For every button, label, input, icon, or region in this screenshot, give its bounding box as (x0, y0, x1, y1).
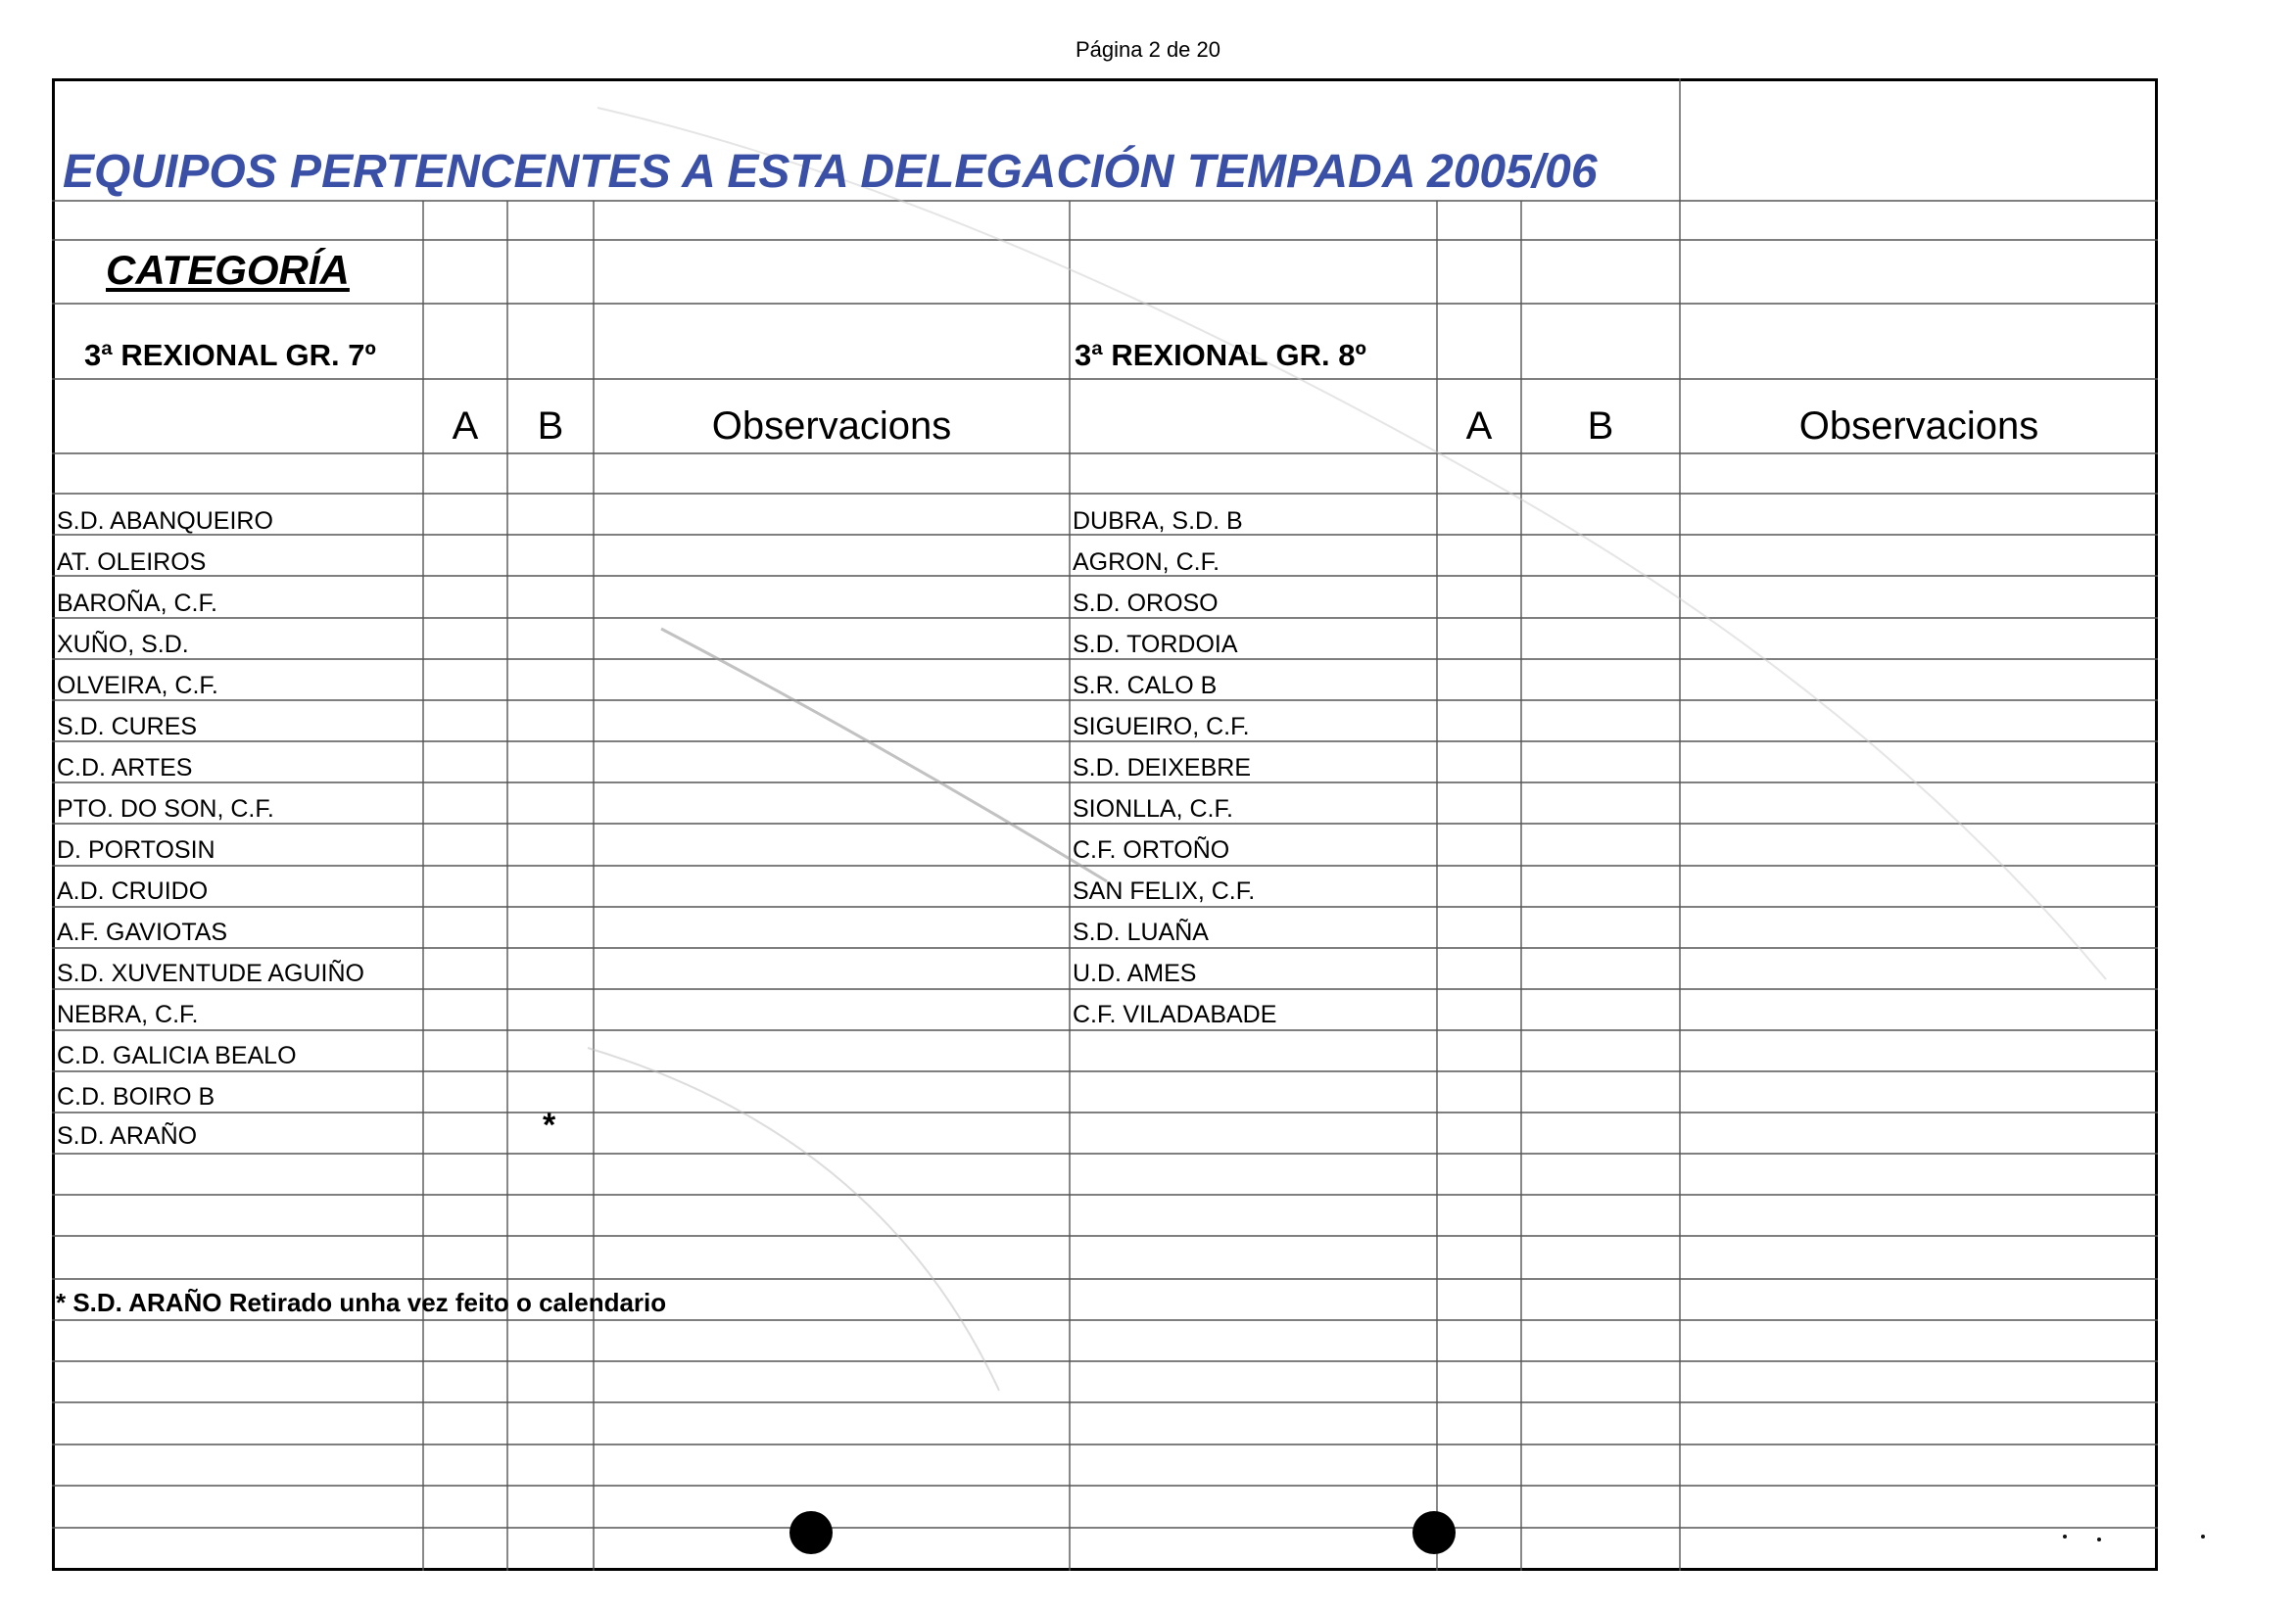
team-name: DUBRA, S.D. B (1073, 507, 1243, 535)
pencil-stroke (661, 629, 1107, 881)
team-name: C.F. ORTOÑO (1073, 836, 1230, 864)
pencil-stroke (598, 108, 2106, 979)
team-name: C.F. VILADABADE (1073, 1001, 1277, 1028)
group-8-heading: 3ª REXIONAL GR. 8º (1075, 338, 1366, 372)
column-a-header: A (1465, 404, 1493, 448)
team-name: U.D. AMES (1073, 960, 1197, 987)
team-name: C.D. BOIRO B (57, 1083, 215, 1111)
team-name: S.D. OROSO (1073, 590, 1219, 617)
team-name: S.D. LUAÑA (1073, 919, 1209, 946)
column-b-header: B (1587, 404, 1614, 448)
punch-hole (789, 1511, 833, 1554)
team-name: AT. OLEIROS (57, 548, 207, 576)
team-name: NEBRA, C.F. (57, 1001, 199, 1028)
speck (2063, 1535, 2067, 1539)
page-number-header: Página 2 de 20 (1075, 37, 1221, 62)
team-name: SIONLLA, C.F. (1073, 795, 1233, 823)
team-name: AGRON, C.F. (1073, 548, 1220, 576)
team-name: D. PORTOSIN (57, 836, 215, 864)
column-b-header: B (537, 404, 564, 448)
team-name: OLVEIRA, C.F. (57, 672, 218, 699)
pencil-stroke (588, 1048, 999, 1391)
withdrawn-asterisk: * (543, 1107, 556, 1144)
team-name: A.D. CRUIDO (57, 877, 209, 905)
team-name: C.D. GALICIA BEALO (57, 1042, 297, 1069)
group-7-heading: 3ª REXIONAL GR. 7º (84, 338, 376, 372)
team-name: XUÑO, S.D. (57, 631, 189, 658)
team-name: S.D. CURES (57, 713, 198, 740)
team-name: SAN FELIX, C.F. (1073, 877, 1256, 905)
team-name: S.D. DEIXEBRE (1073, 754, 1251, 781)
team-name: C.D. ARTES (57, 754, 193, 781)
team-name: BAROÑA, C.F. (57, 590, 217, 617)
team-name: PTO. DO SON, C.F. (57, 795, 274, 823)
punch-hole (1412, 1511, 1456, 1554)
footnote: * S.D. ARAÑO Retirado unha vez feito o calendario (56, 1288, 667, 1317)
speck (2097, 1538, 2101, 1541)
team-name: S.R. CALO B (1073, 672, 1218, 699)
column-observations-header: Observacions (711, 404, 952, 448)
column-a-header: A (452, 404, 479, 448)
team-name: S.D. TORDOIA (1073, 631, 1238, 658)
category-label: CATEGORÍA (106, 247, 350, 293)
team-name: S.D. ABANQUEIRO (57, 507, 273, 535)
page-title: EQUIPOS PERTENCENTES A ESTA DELEGACIÓN TEMPADA 2005/06 (63, 146, 1598, 198)
speck (2201, 1535, 2205, 1539)
column-observations-header: Observacions (1798, 404, 2039, 448)
team-name: S.D. ARAÑO (57, 1122, 198, 1150)
team-name: A.F. GAVIOTAS (57, 919, 228, 946)
team-name: S.D. XUVENTUDE AGUIÑO (57, 960, 364, 987)
team-name: SIGUEIRO, C.F. (1073, 713, 1250, 740)
